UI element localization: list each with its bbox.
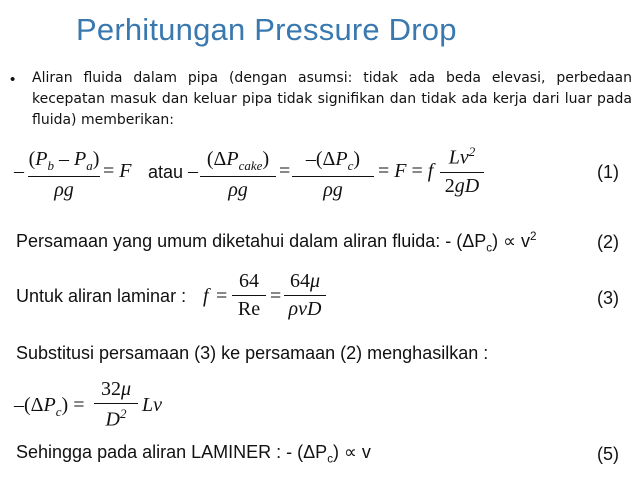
equation-3-number: (3) xyxy=(597,288,619,308)
substitution-line: Substitusi persamaan (3) ke persamaan (2) menghasilkan : xyxy=(16,343,489,363)
equation-5-number: (5) xyxy=(597,444,619,464)
laminar-conclusion-line: Sehingga pada aliran LAMINER : - $(\Delta P_c) \propto v$ xyxy=(16,442,371,466)
bullet-icon: • xyxy=(10,71,16,88)
equation-2-line: Persamaan yang umum diketahui dalam aliran fluida: - $(\Delta P_c) \propto v^2$ xyxy=(16,230,537,255)
equation-2-number: (2) xyxy=(597,232,619,252)
page-title: Perhitungan Pressure Drop xyxy=(76,12,457,47)
bullet-paragraph: Aliran fluida dalam pipa (dengan asumsi: tidak ada beda elevasi, perbedaan kecepatan masuk dan keluar pipa tidak signifikan dan tidak ada kerja dari luar pada fluida) memberikan: xyxy=(32,70,632,128)
equation-1-number: (1) xyxy=(597,162,619,182)
equation-3-line: Untuk aliran laminar : xyxy=(16,286,187,306)
equation-block: – $(P_b - P_a)$ ρg = F atau – $(\Delta P_{cake})$ ρg = $-(\Delta P_c)$ ρg = F = f Lv$^2$ 2gD (1) Persamaan yang umum diketahui dalam aliran fluida: - $(\Delta P_c) \propto v^2$ (2) Untuk aliran laminar : f = 64 Re = 64μ ρvD (3) Substitusi persamaan (3) ke persamaan (2) menghasilkan : $-(\Delta P_c)$ = 32μ $D^2$ Lv Sehingga pada aliran LAMINER : - $(\Delta P_c) \propto v$ (5) xyxy=(14,144,619,466)
atau-word: atau xyxy=(148,162,184,182)
